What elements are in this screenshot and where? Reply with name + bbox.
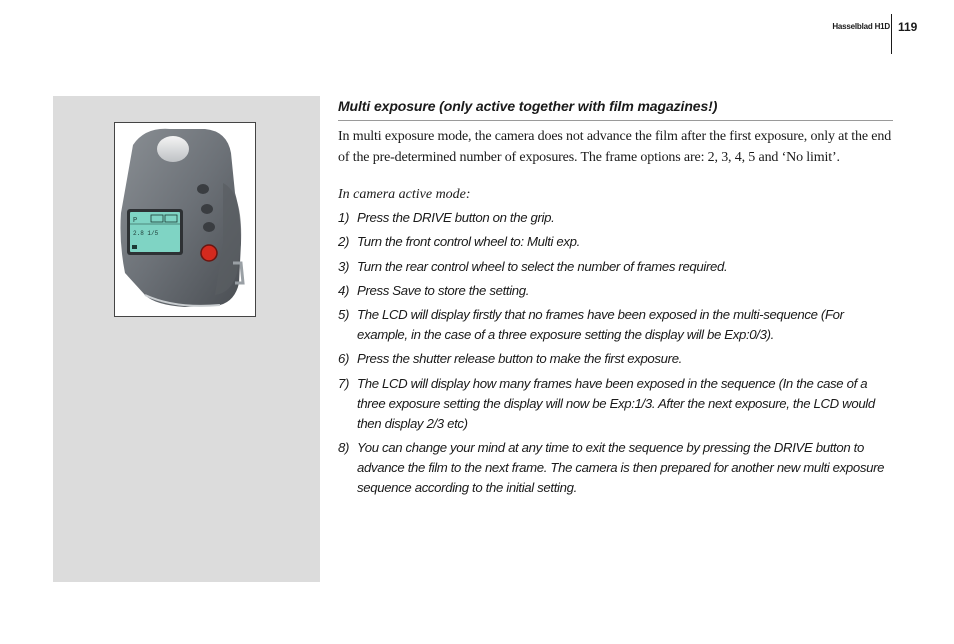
intro-paragraph: In multi exposure mode, the camera does not advance the film after the first exposure, only at the end of the pre-determined number of exposures. The frame options are: 2, 3, 4, 5 and ‘No limit’. bbox=[338, 129, 892, 165]
step-item bbox=[338, 438, 894, 498]
step-item bbox=[338, 305, 894, 345]
step-text: The LCD will display firstly that no frames have been exposed in the multi-sequence (For example, in the case of a three exposure setting the display will be Exp:0/3). bbox=[357, 307, 844, 343]
title-rule bbox=[338, 120, 893, 121]
step-number: 5) bbox=[338, 307, 350, 323]
step-number: 6) bbox=[338, 351, 350, 367]
mode-label: In camera active mode: bbox=[338, 187, 471, 202]
camera-grip-icon bbox=[115, 123, 255, 316]
step-item bbox=[338, 208, 894, 228]
section-title: Multi exposure (only active together with film magazines!) bbox=[338, 98, 718, 114]
step-number: 7) bbox=[338, 375, 350, 391]
step-item bbox=[338, 349, 894, 369]
step-text: You can change your mind at any time to exit the sequence by pressing the DRIVE button to advance the film to the next frame. The camera is then prepared for another new multi exposure sequence according to the initial setting. bbox=[357, 440, 885, 496]
step-text: Press the DRIVE button on the grip. bbox=[357, 210, 555, 225]
lcd-mode-text: P bbox=[133, 217, 138, 225]
step-number: 3) bbox=[338, 258, 350, 274]
step-item bbox=[338, 281, 894, 301]
step-text: The LCD will display how many frames have been exposed in the sequence (In the case of a three exposure setting the display will now be Exp:1/3. After the next exposure, the LCD would then display 2/3 etc) bbox=[357, 375, 875, 431]
running-head: Hasselblad H1D bbox=[832, 22, 890, 31]
header-rule bbox=[891, 14, 892, 54]
step-item bbox=[338, 232, 894, 252]
step-number: 2) bbox=[338, 234, 350, 250]
step-text: Turn the front control wheel to: Multi exp. bbox=[357, 234, 580, 250]
step-text: Turn the rear control wheel to select the number of frames required. bbox=[357, 258, 728, 274]
step-number: 4) bbox=[338, 282, 350, 298]
camera-figure bbox=[114, 122, 256, 317]
step-item bbox=[338, 374, 894, 434]
page-number: 119 bbox=[898, 20, 918, 34]
step-item bbox=[338, 257, 894, 277]
step-number: 1) bbox=[338, 210, 350, 225]
step-text: Press the shutter release button to make the first exposure. bbox=[357, 351, 682, 367]
steps-list bbox=[338, 208, 894, 502]
step-number: 8) bbox=[338, 440, 350, 456]
step-text: Press Save to store the setting. bbox=[357, 282, 530, 298]
lcd-exposure-text: 2.8 1/5 bbox=[133, 230, 159, 237]
